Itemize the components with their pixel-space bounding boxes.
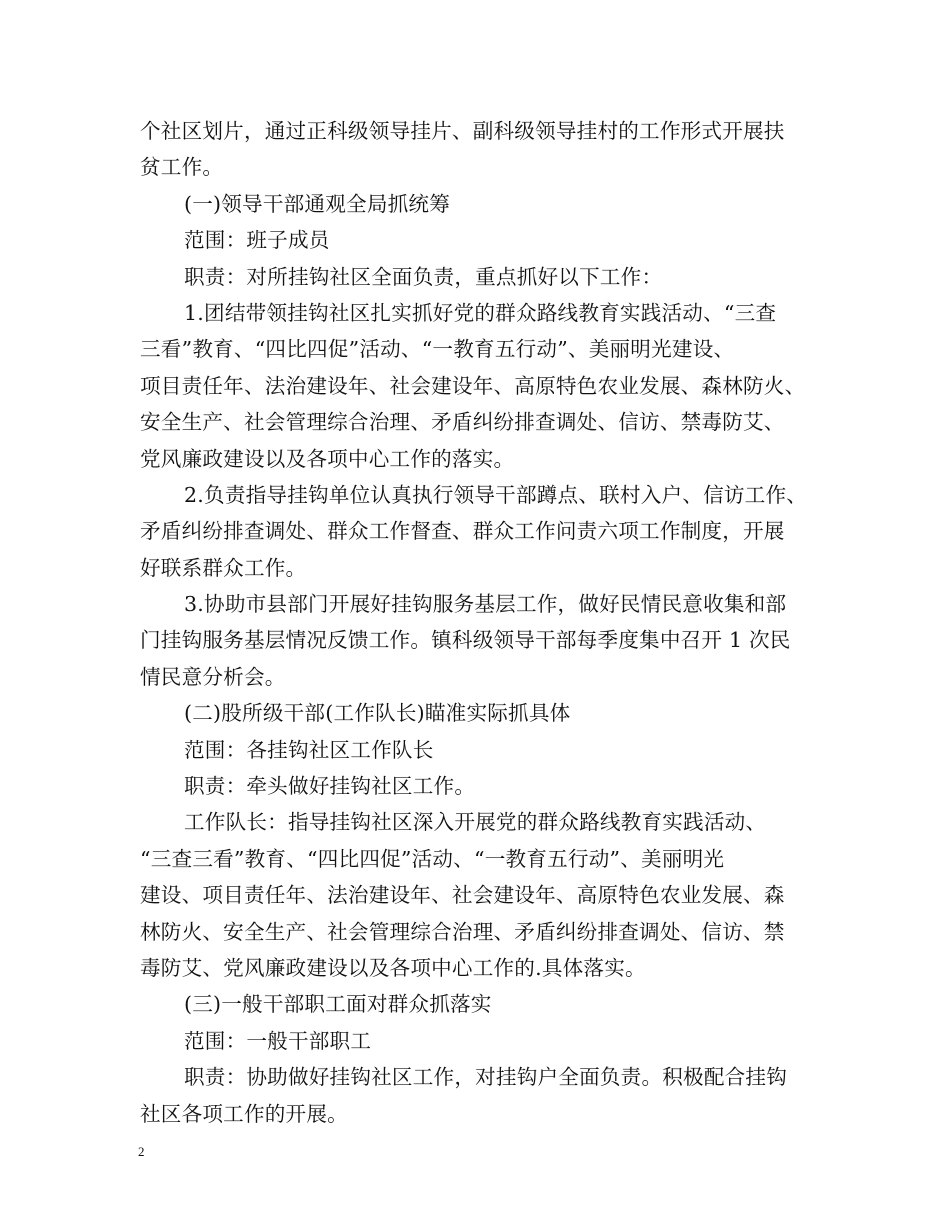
paragraph-line: 林防火、安全生产、社会管理综合治理、矛盾纠纷排查调处、信访、禁 [140,919,785,944]
section-heading: (三)一般干部职工面对群众抓落实 [184,992,492,1017]
document-body [140,113,820,1132]
section-heading: (二)股所级干部(工作队长)瞄准实际抓具体 [184,701,571,726]
paragraph-line: 社区各项工作的开展。 [140,1101,348,1126]
paragraph-line: 1.团结带领挂钩社区扎实抓好党的群众路线教育实践活动、“三查 [184,300,777,325]
paragraph-line: 毒防艾、党风廉政建设以及各项中心工作的.具体落实。 [140,955,646,980]
paragraph-line: 工作队长：指导挂钩社区深入开展党的群众路线教育实践活动、 [184,810,767,835]
paragraph-line: 2.负责指导挂钩单位认真执行领导干部蹲点、联村入户、信访工作、 [184,482,808,507]
paragraph-line: “三查三看”教育、“四比四促”活动、“一教育五行动”、美丽明光 [140,846,725,871]
paragraph-line: 职责：协助做好挂钩社区工作，对挂钩户全面负责。积极配合挂钩 [184,1065,788,1090]
section-heading: (一)领导干部通观全局抓统筹 [184,191,450,216]
paragraph-line: 职责：牵头做好挂钩社区工作。 [184,774,476,799]
paragraph-line: 范围：一般干部职工 [184,1028,372,1053]
paragraph-line: 党风廉政建设以及各项中心工作的落实。 [140,446,515,471]
paragraph-line: 安全生产、社会管理综合治理、矛盾纠纷排查调处、信访、禁毒防艾、 [140,410,785,435]
page-number: 2 [138,1144,145,1159]
paragraph-line: 项目责任年、法治建设年、社会建设年、高原特色农业发展、森林防火、 [140,373,806,398]
paragraph-line: 情民意分析会。 [140,664,286,689]
paragraph-line: 门挂钩服务基层情况反馈工作。镇科级领导干部每季度集中召开 1 次民 [140,628,791,653]
paragraph-line: 职责：对所挂钩社区全面负责，重点抓好以下工作： [184,264,663,289]
paragraph-line: 矛盾纠纷排查调处、群众工作督查、群众工作问责六项工作制度，开展 [140,519,785,544]
paragraph-line: 个社区划片，通过正科级领导挂片、副科级领导挂村的工作形式开展扶 [140,119,785,143]
paragraph-line: 范围：班子成员 [184,228,330,253]
paragraph-line: 建设、项目责任年、法治建设年、社会建设年、高原特色农业发展、森 [140,883,785,908]
paragraph-line: 好联系群众工作。 [140,555,307,580]
paragraph-line: 三看”教育、“四比四促”活动、“一教育五行动”、美丽明光建设、 [140,337,735,362]
paragraph-line: 范围：各挂钩社区工作队长 [184,737,434,762]
paragraph-line: 3.协助市县部门开展好挂钩服务基层工作，做好民情民意收集和部 [184,592,787,617]
paragraph-line: 贫工作。 [140,155,224,180]
